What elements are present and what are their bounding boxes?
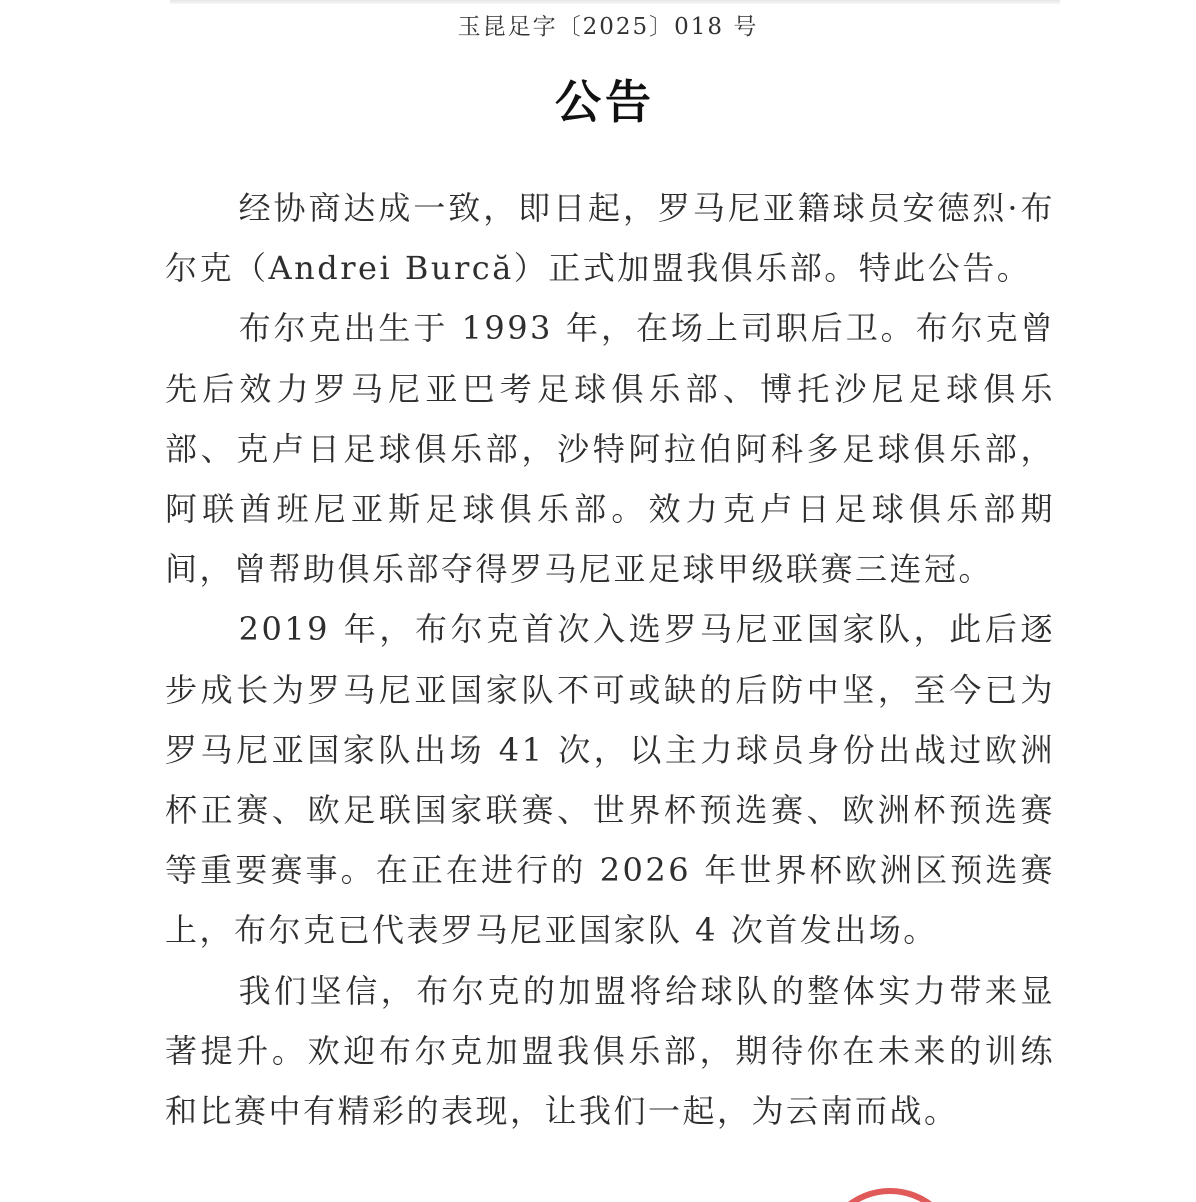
paragraph-career: 布尔克出生于 1993 年，在场上司职后卫。布尔克曾先后效力罗马尼亚巴考足球俱乐部、博托沙尼足球俱乐部、克卢日足球俱乐部，沙特阿拉伯阿科多足球俱乐部，阿联酋班尼亚斯足球俱乐部。效力克卢日足球俱乐部期间，曾帮助俱乐部夺得罗马尼亚足球甲级联赛三连冠。 — [165, 309, 1055, 589]
document-number: 玉昆足字〔2025〕018 号 — [457, 14, 759, 40]
announcement-body — [165, 178, 1055, 1141]
paragraph-national-team: 2019 年，布尔克首次入选罗马尼亚国家队，此后逐步成长为罗马尼亚国家队不可或缺的后防中坚，至今已为罗马尼亚国家队出场 41 次，以主力球员身份出战过欧洲杯正赛、欧足联国家联赛、世界杯预选赛、欧洲杯预选赛等重要赛事。在正在进行的 2026 年世界杯欧洲区预选赛上，布尔克已代表罗马尼亚国家队 4 次首发出场。 — [165, 610, 1055, 950]
top-divider — [170, 0, 1060, 4]
paragraph-signing: 经协商达成一致，即日起，罗马尼亚籍球员安德烈·布尔克（Andrei Burcă）正式加盟我俱乐部。特此公告。 — [165, 189, 1055, 288]
page-title: 公告 — [555, 75, 655, 129]
official-seal-icon — [820, 1188, 960, 1202]
paragraph-welcome: 我们坚信，布尔克的加盟将给球队的整体实力带来显著提升。欢迎布尔克加盟我俱乐部，期待你在未来的训练和比赛中有精彩的表现，让我们一起，为云南而战。 — [165, 971, 1055, 1131]
